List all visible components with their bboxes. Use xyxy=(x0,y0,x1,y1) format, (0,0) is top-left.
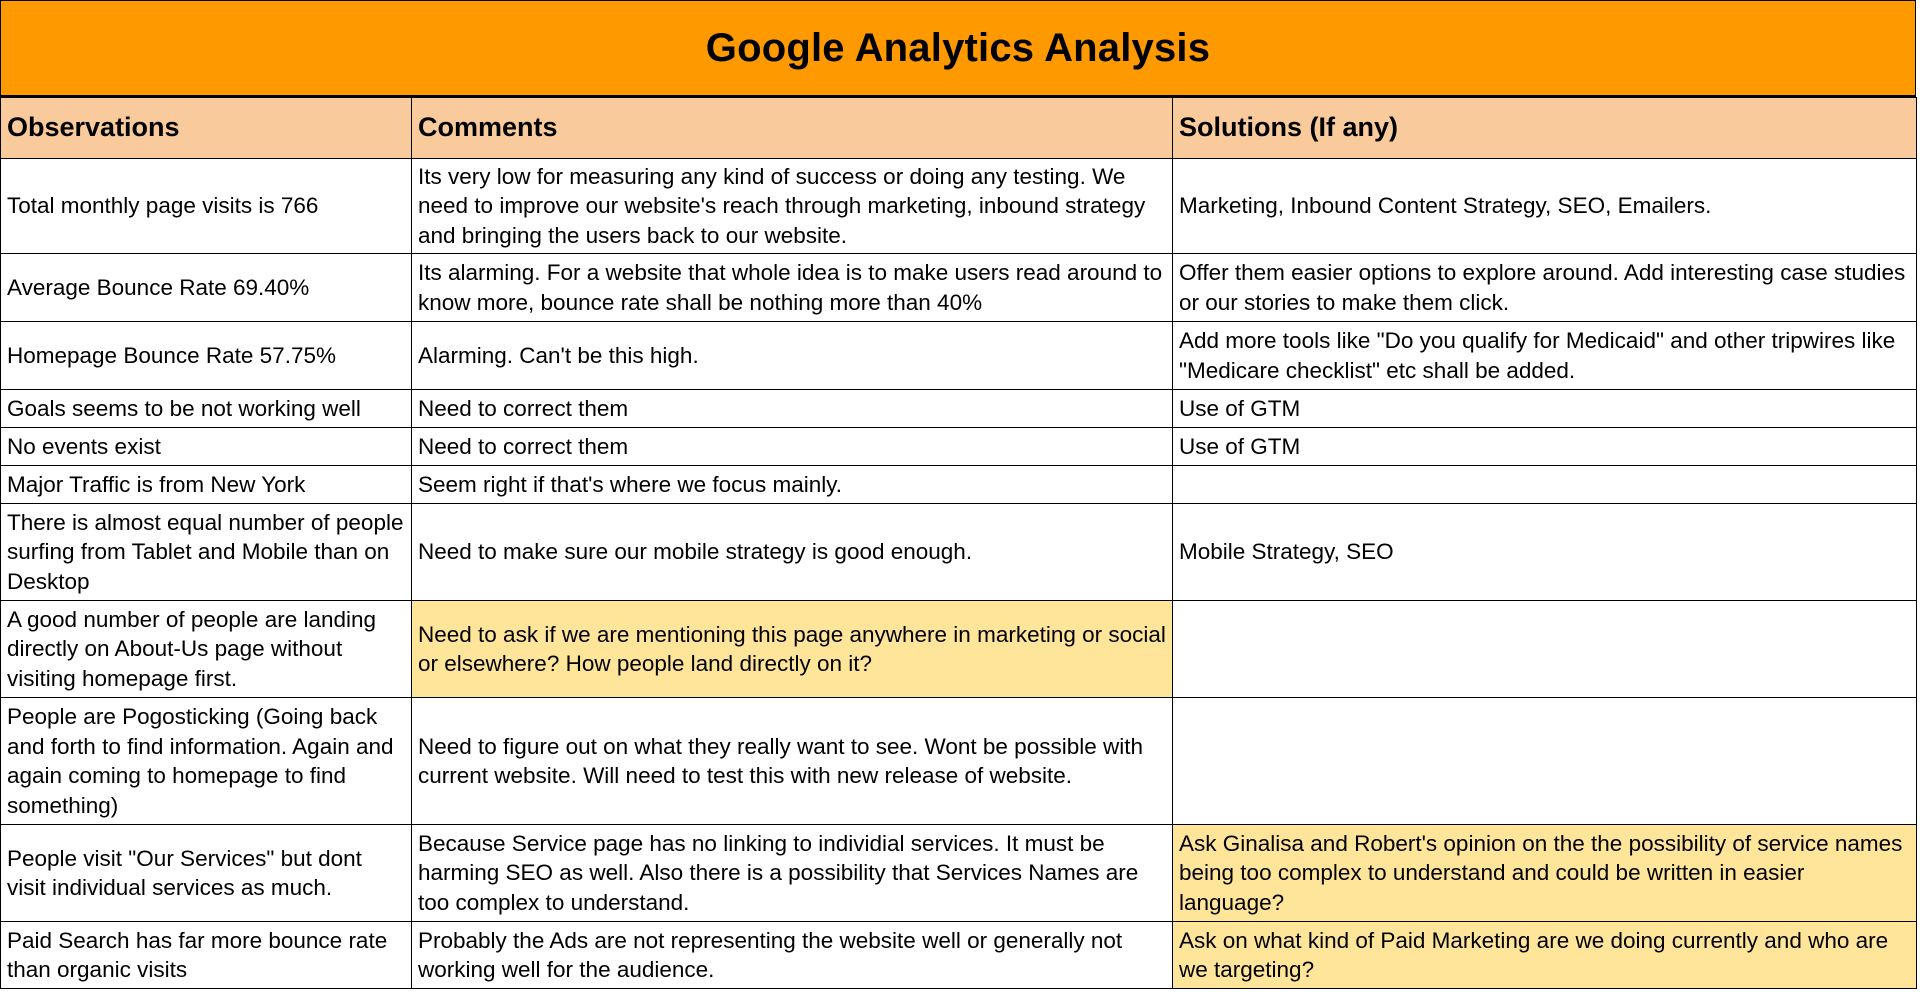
title-banner[interactable] xyxy=(0,0,1916,97)
solution-cell[interactable]: Use of GTM xyxy=(1173,390,1917,428)
solution-cell-highlighted[interactable]: Ask on what kind of Paid Marketing are we doing currently and who are we targeting? xyxy=(1173,922,1917,989)
solution-cell[interactable]: Marketing, Inbound Content Strategy, SEO, Emailers. xyxy=(1173,159,1917,254)
comment-cell-highlighted[interactable]: Need to ask if we are mentioning this page anywhere in marketing or social or elsewhere? How people land directly on it? xyxy=(412,601,1173,698)
observation-cell[interactable]: Goals seems to be not working well xyxy=(1,390,412,428)
solution-cell[interactable] xyxy=(1173,698,1917,825)
table-row xyxy=(1,825,1917,922)
comment-cell[interactable]: Alarming. Can't be this high. xyxy=(412,322,1173,390)
observation-cell[interactable]: People visit "Our Services" but dont visit individual services as much. xyxy=(1,825,412,922)
comment-cell[interactable]: Need to correct them xyxy=(412,428,1173,466)
table-row xyxy=(1,428,1917,466)
observation-cell[interactable]: There is almost equal number of people surfing from Tablet and Mobile than on Desktop xyxy=(1,504,412,601)
observation-cell[interactable]: People are Pogosticking (Going back and forth to find information. Again and again coming to homepage to find something) xyxy=(1,698,412,825)
table-row xyxy=(1,322,1917,390)
table-row xyxy=(1,390,1917,428)
comment-cell[interactable]: Need to correct them xyxy=(412,390,1173,428)
comment-cell[interactable]: Its alarming. For a website that whole idea is to make users read around to know more, bounce rate shall be nothing more than 40% xyxy=(412,254,1173,322)
analysis-table xyxy=(0,97,1917,989)
observation-cell[interactable]: Major Traffic is from New York xyxy=(1,466,412,504)
observation-cell[interactable]: A good number of people are landing directly on About-Us page without visiting homepage first. xyxy=(1,601,412,698)
table-row xyxy=(1,466,1917,504)
header-row xyxy=(1,98,1917,159)
solution-cell[interactable]: Mobile Strategy, SEO xyxy=(1173,504,1917,601)
solution-cell-highlighted[interactable]: Ask Ginalisa and Robert's opinion on the the possibility of service names being too complex to understand and could be written in easier language? xyxy=(1173,825,1917,922)
solution-cell[interactable]: Add more tools like "Do you qualify for Medicaid" and other tripwires like "Medicare checklist" etc shall be added. xyxy=(1173,322,1917,390)
solution-cell[interactable] xyxy=(1173,601,1917,698)
table-row xyxy=(1,922,1917,989)
observation-cell[interactable]: Homepage Bounce Rate 57.75% xyxy=(1,322,412,390)
comment-cell[interactable]: Seem right if that's where we focus mainly. xyxy=(412,466,1173,504)
observation-cell[interactable]: No events exist xyxy=(1,428,412,466)
observation-cell[interactable]: Total monthly page visits is 766 xyxy=(1,159,412,254)
table-row xyxy=(1,159,1917,254)
table-row xyxy=(1,601,1917,698)
header-observations[interactable]: Observations xyxy=(1,98,412,159)
table-row xyxy=(1,504,1917,601)
comment-cell[interactable]: Because Service page has no linking to individial services. It must be harming SEO as well. Also there is a possibility that Services Names are too complex to understand. xyxy=(412,825,1173,922)
solution-cell[interactable]: Use of GTM xyxy=(1173,428,1917,466)
observation-cell[interactable]: Average Bounce Rate 69.40% xyxy=(1,254,412,322)
solution-cell[interactable]: Offer them easier options to explore around. Add interesting case studies or our stories to make them click. xyxy=(1173,254,1917,322)
comment-cell[interactable]: Need to figure out on what they really want to see. Wont be possible with current website. Will need to test this with new release of website. xyxy=(412,698,1173,825)
comment-cell[interactable]: Need to make sure our mobile strategy is good enough. xyxy=(412,504,1173,601)
comment-cell[interactable]: Its very low for measuring any kind of success or doing any testing. We need to improve our website's reach through marketing, inbound strategy and bringing the users back to our website. xyxy=(412,159,1173,254)
observation-cell[interactable]: Paid Search has far more bounce rate than organic visits xyxy=(1,922,412,989)
page-title: Google Analytics Analysis xyxy=(705,25,1211,70)
header-solutions[interactable]: Solutions (If any) xyxy=(1173,98,1917,159)
comment-cell[interactable]: Probably the Ads are not representing the website well or generally not working well for the audience. xyxy=(412,922,1173,989)
header-comments[interactable]: Comments xyxy=(412,98,1173,159)
table-row xyxy=(1,254,1917,322)
table-row xyxy=(1,698,1917,825)
solution-cell[interactable] xyxy=(1173,466,1917,504)
